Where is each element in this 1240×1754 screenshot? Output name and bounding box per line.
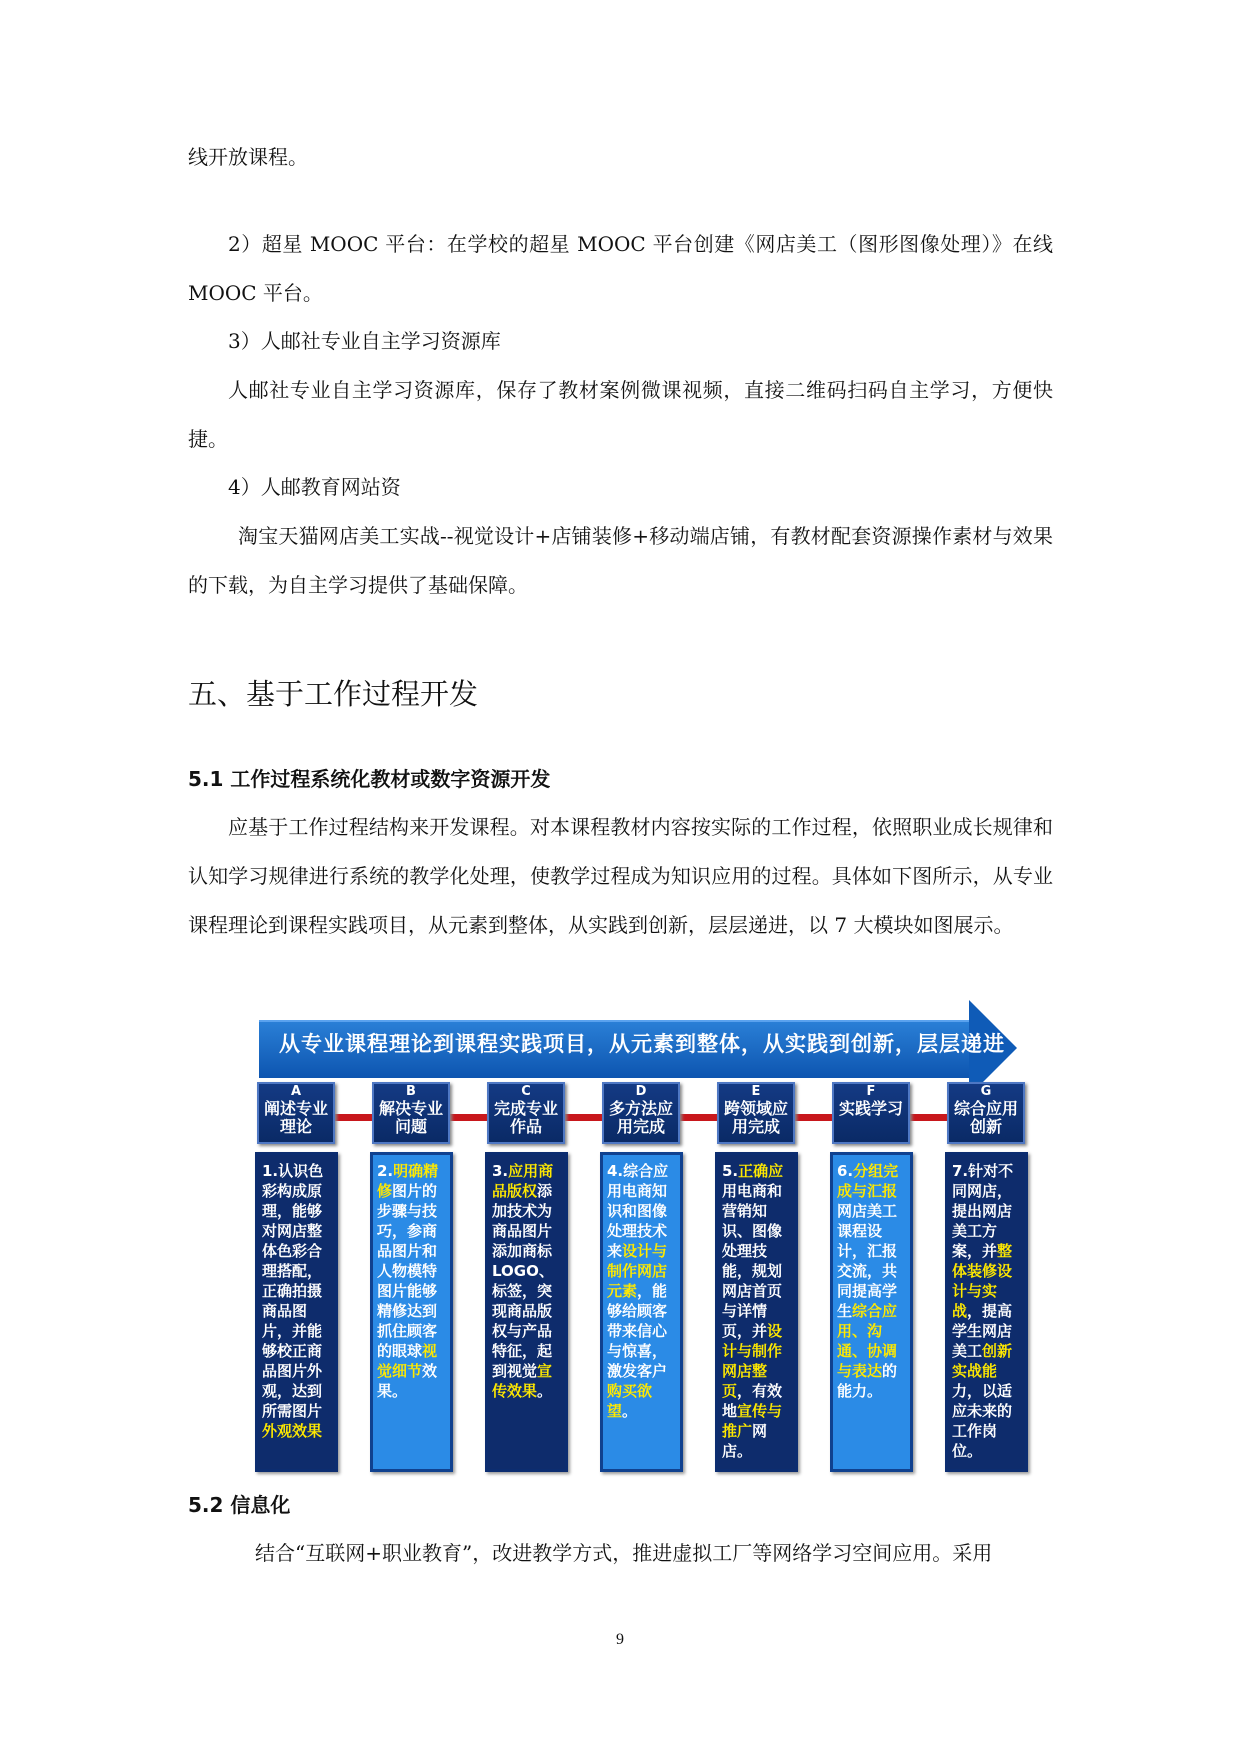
module-letter: E — [751, 1084, 761, 1099]
highlight-text: 设计与制作网店整页 — [722, 1322, 783, 1400]
card-text: 网店美工课程设计，汇报交流，共同提高学生 — [837, 1202, 898, 1320]
module-card-c — [485, 1152, 568, 1472]
card-text: 网店。 — [722, 1422, 768, 1460]
subsection-heading: 5.1 工作过程系统化教材或数字资源开发 — [188, 767, 551, 791]
section-heading: 五、基于工作过程开发 — [188, 677, 479, 711]
module-label: 实践学习 — [838, 1099, 903, 1118]
module-card-e — [715, 1152, 798, 1472]
card-text: 1.认识色彩构成原理，能够对网店整体色彩合理搭配，正确拍摄商品图片，并能够校正商品图片外观，达到所需图片 — [262, 1162, 324, 1420]
card-text: 效果。 — [377, 1362, 438, 1400]
paragraph: 线开放课程。 — [188, 145, 308, 169]
module-letter: F — [866, 1084, 876, 1099]
module-card-d — [600, 1152, 683, 1472]
module-letter: G — [980, 1084, 992, 1099]
work-process-diagram — [259, 1000, 1016, 1480]
highlight-text: 整体装修设计与实战 — [952, 1242, 1013, 1320]
card-text: 力，以适应未来的工作岗位。 — [952, 1382, 1013, 1460]
module-header-b — [372, 1082, 450, 1144]
paragraph: 4）人邮教育网站资 — [228, 475, 401, 499]
module-header-c — [487, 1082, 565, 1144]
highlight-text: 宣传效果 — [492, 1362, 553, 1400]
card-text: 7.针对不同网店，提出网店美工方案，并 — [952, 1162, 1014, 1260]
card-text: 2. — [377, 1162, 394, 1180]
module-header-g — [947, 1082, 1025, 1144]
paragraph: 结合“互联网+职业教育”，改进教学方式，推进虚拟工厂等网络学习空间应用。采用 — [255, 1541, 993, 1565]
card-text: 添加技术为商品图片添加商标LOGO、标签，突现商品版权与产品特征，起到视觉 — [492, 1182, 554, 1380]
highlight-text: 购买欲望 — [607, 1382, 653, 1420]
paragraph: 淘宝天猫网店美工实战--视觉设计+店铺装修+移动端店铺，有教材配套资源操作素材与效果的下载，为自主学习提供了基础保障。 — [188, 524, 1053, 597]
banner-text: 从专业课程理论到课程实践项目，从元素到整体，从实践到创新，层层递进 — [279, 1032, 1005, 1056]
module-label: 综合应用创新 — [953, 1099, 1018, 1136]
module-label: 阐述专业理论 — [263, 1099, 328, 1136]
module-letter: D — [635, 1084, 647, 1099]
subsection-heading: 5.2 信息化 — [188, 1493, 291, 1517]
module-letter: C — [521, 1084, 531, 1099]
module-card-b — [370, 1152, 453, 1472]
paragraph: 2）超星 MOOC 平台：在学校的超星 MOOC 平台创建《网店美工（图形图像处理）》在线 MOOC 平台。 — [188, 232, 1053, 305]
highlight-text: 设计与制作网店元素 — [607, 1242, 668, 1300]
card-text: ，能够给顾客带来信心与惊喜，激发客户 — [607, 1282, 668, 1380]
module-card-f — [830, 1152, 913, 1472]
highlight-text: 应用商品版权 — [492, 1162, 554, 1200]
card-text: 用电商和营销知识、图像处理技能，规划网店首页与详情页，并 — [722, 1182, 783, 1340]
module-letter: A — [290, 1084, 302, 1099]
module-card-g — [945, 1152, 1028, 1472]
card-text: 6. — [837, 1162, 854, 1180]
card-text: 3. — [492, 1162, 509, 1180]
module-label: 多方法应用完成 — [608, 1099, 673, 1136]
highlight-text: 视觉细节 — [377, 1342, 438, 1380]
highlight-text: 分组完成与汇报 — [837, 1162, 899, 1200]
card-text: 5. — [722, 1162, 739, 1180]
highlight-text: 外观效果 — [262, 1422, 323, 1440]
module-header-f — [832, 1082, 910, 1144]
card-text: 图片的步骤与技巧，参商品图片和人物模特图片能够精修达到抓住顾客的眼球 — [377, 1182, 438, 1360]
paragraph: 3）人邮社专业自主学习资源库 — [228, 329, 501, 353]
module-header-d — [602, 1082, 680, 1144]
module-label: 完成专业作品 — [493, 1099, 558, 1136]
module-label: 解决专业问题 — [378, 1099, 443, 1136]
card-text: 4.综合应用电商知识和图像处理技术来 — [607, 1162, 669, 1260]
card-text: 。 — [622, 1402, 638, 1420]
module-letter: B — [406, 1084, 416, 1099]
module-card-a — [255, 1152, 338, 1472]
highlight-text: 综合应用、沟通、协调与表达 — [837, 1302, 898, 1380]
page-number: 9 — [616, 1631, 624, 1648]
module-header-a — [257, 1082, 335, 1144]
highlight-text: 创新实战能 — [952, 1342, 1013, 1380]
card-text: 的能力。 — [837, 1362, 898, 1400]
module-label: 跨领域应用完成 — [723, 1099, 788, 1136]
card-text: ，提高学生网店美工 — [952, 1302, 1013, 1360]
card-text: 。 — [537, 1382, 553, 1400]
card-text: ，有效地 — [722, 1382, 783, 1420]
highlight-text: 正确应 — [738, 1162, 784, 1180]
module-header-e — [717, 1082, 795, 1144]
highlight-text: 宣传与推广 — [722, 1402, 783, 1440]
paragraph: 应基于工作过程结构来开发课程。对本课程教材内容按实际的工作过程，依照职业成长规律和认知学习规律进行系统的教学化处理，使教学过程成为知识应用的过程。具体如下图所示，从专业课程理论到课程实践项目，从元素到整体，从实践到创新，层层递进，以 7 大模块如图展示。 — [188, 815, 1053, 937]
paragraph: 人邮社专业自主学习资源库，保存了教材案例微课视频，直接二维码扫码自主学习，方便快捷。 — [188, 378, 1053, 451]
highlight-text: 明确精修 — [377, 1162, 439, 1200]
